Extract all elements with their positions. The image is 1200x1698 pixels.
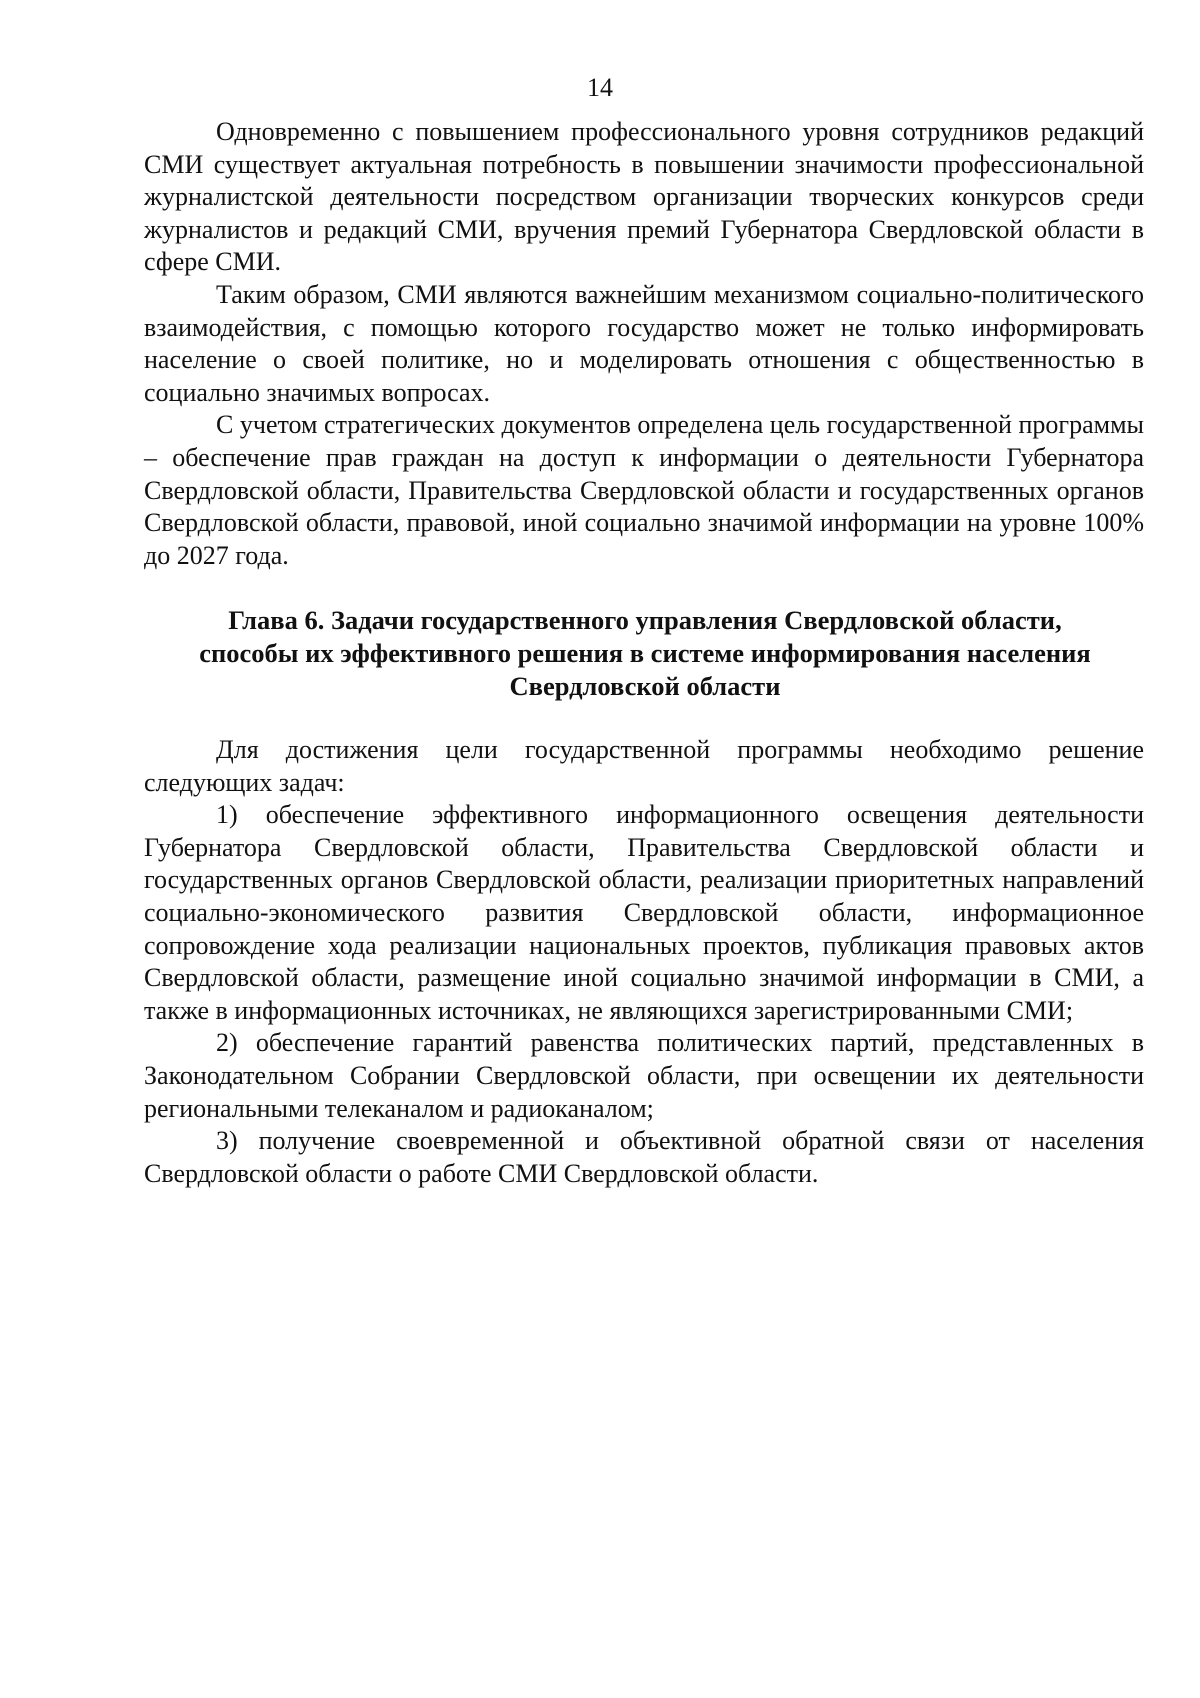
tasks-section [144,734,1144,1190]
page-number: 14 [587,73,613,102]
task-item-2: 2) обеспечение гарантий равенства политических партий, представленных в Законодательном Собрании Свердловской области, при освещении их деятельности региональными телеканалом и радиоканалом; [144,1028,1144,1123]
intro-section [144,116,1144,572]
paragraph-tasks-intro: Для достижения цели государственной программы необходимо решение следующих задач: [144,735,1144,797]
paragraph-media-mechanism: Таким образом, СМИ являются важнейшим механизмом социально-политического взаимодействия, с помощью которого государство может не только информировать население о своей политике, но и моделировать отношения с общественностью в социально значимых вопросах. [144,279,1144,407]
chapter-title-line: Глава 6. Задачи государственного управления Свердловской области, [228,605,1062,635]
paragraph-program-goal: С учетом стратегических документов определена цель государственной программы – обеспечение прав граждан на доступ к информации о деятельности Губернатора Свердловской области, Правительства Свердловской области и государственных органов Свердловской области, правовой, иной социально значимой информации на уровне 100% до 2027 года. [144,410,1144,570]
chapter-title-line: Свердловской области [509,671,781,701]
paragraph-journalism-contests: Одновременно с повышением профессионального уровня сотрудников редакций СМИ существует актуальная потребность в повышении значимости профессиональной журналистской деятельности посредством организации творческих конкурсов среди журналистов и редакций СМИ, вручения премий Губернатора Свердловской области в сфере СМИ. [144,117,1144,277]
task-item-1: 1) обеспечение эффективного информационного освещения деятельности Губернатора Свердловской области, Правительства Свердловской области и государственных органов Свердловской области, реализации приоритетных направлений социально-экономического развития Свердловской области, информационное сопровождение хода реализации национальных проектов, публикация правовых актов Свердловской области, размещение иной социально значимой информации в СМИ, а также в информационных источниках, не являющихся зарегистрированными СМИ; [144,800,1144,1025]
chapter-title-line: способы их эффективного решения в системе информирования населения [199,638,1091,668]
task-item-3: 3) получение своевременной и объективной обратной связи от населения Свердловской области о работе СМИ Свердловской области. [144,1126,1144,1188]
chapter-title [150,604,1140,703]
